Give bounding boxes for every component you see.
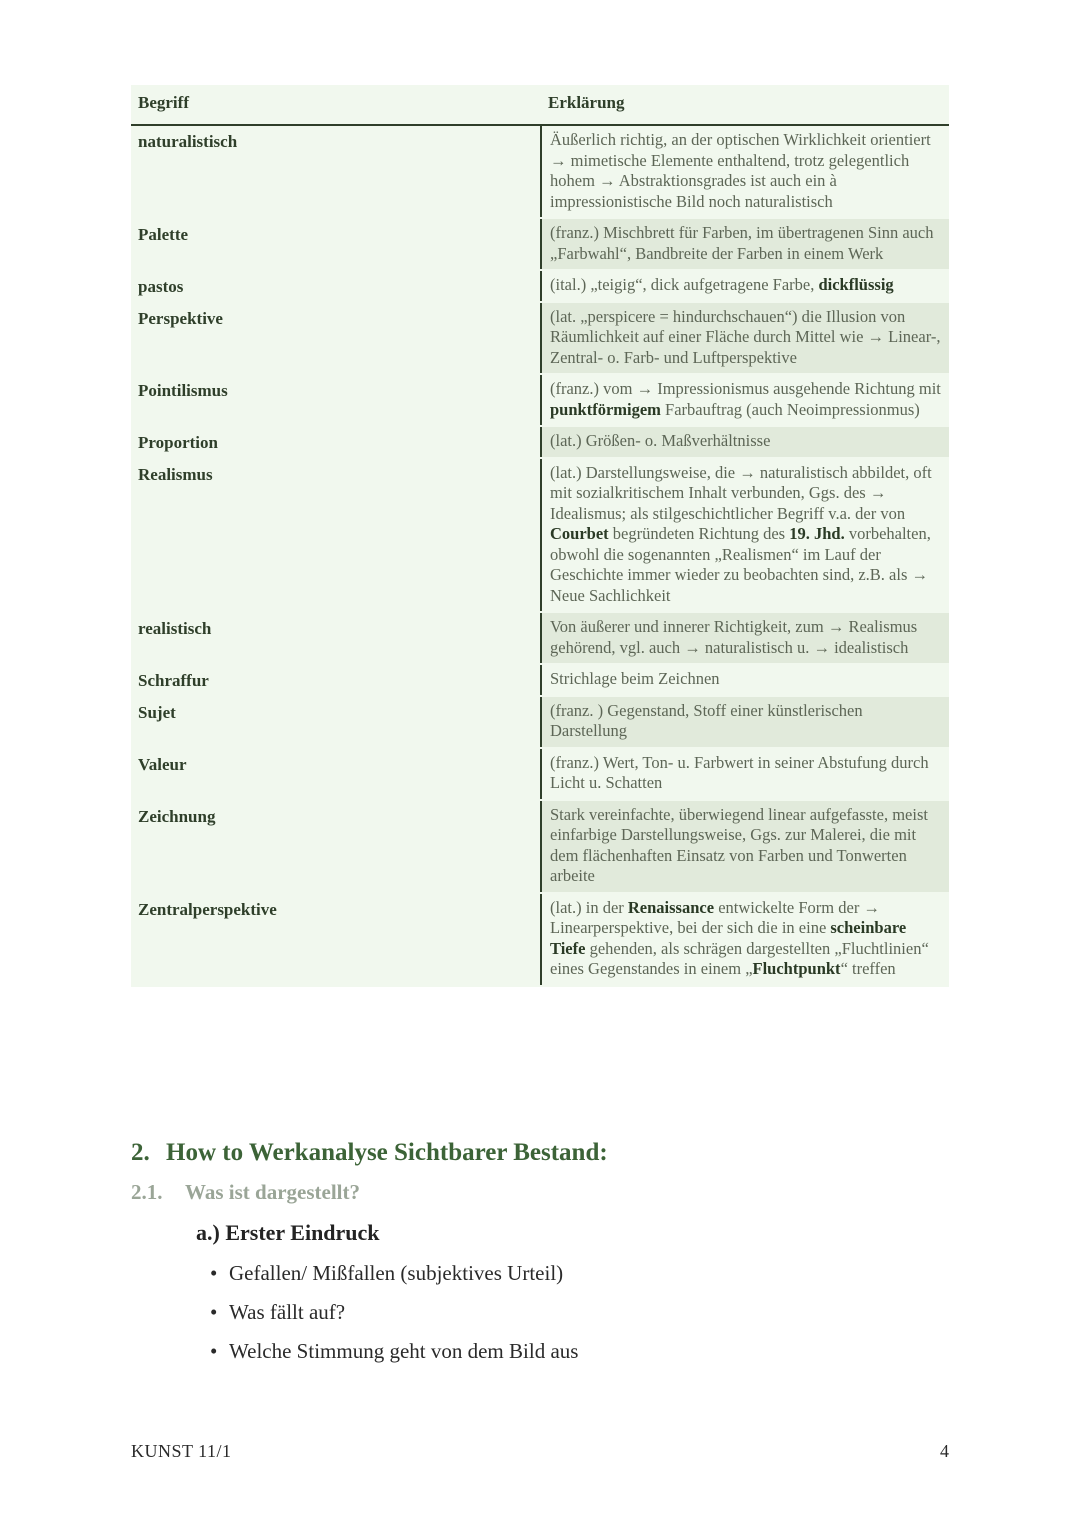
term-cell: Perspektive	[138, 308, 223, 328]
definition-cell	[540, 749, 949, 799]
term-cell: naturalistisch	[138, 132, 238, 151]
term-cell: Proportion	[138, 433, 218, 452]
definition-cell	[540, 219, 949, 269]
definition-text: Äußerlich richtig, an der optischen Wirklichkeit orientiert → mimetische Elemente enthaltend, trotz gelegentlich hohem → Abstraktionsgrades ist auch ein à impressionistische Bild noch naturalistisch	[550, 130, 931, 211]
definition-text: (lat.) in der	[550, 897, 628, 917]
definition-text: (ital.) „teigig“, dick aufgetragene Farbe,	[550, 275, 819, 294]
definition-text: (lat. „perspicere = hindurchschauen“) die Illusion von Räumlichkeit auf einer Fläche durch Mittel wie → Linear-, Zentral- o. Farb- und Luftperspektive	[550, 306, 941, 367]
table-header	[131, 85, 949, 126]
list-item-text: Was fällt auf?	[229, 1300, 346, 1324]
definition-text: (lat.) Größen- o. Maßverhältnisse	[550, 431, 771, 450]
term-cell: Schraffur	[138, 671, 209, 690]
list-item	[210, 1298, 578, 1337]
term-cell: Sujet	[138, 702, 176, 722]
subsection-title: Was ist dargestellt?	[185, 1180, 360, 1204]
glossary-table	[131, 85, 949, 987]
section-number: 2.	[131, 1139, 150, 1166]
table-row	[131, 126, 949, 219]
term-cell: Realismus	[138, 464, 213, 484]
table-row	[131, 219, 949, 271]
table-row	[131, 613, 949, 665]
bullet-icon: •	[210, 1339, 218, 1363]
definition-text: Farbauftrag (auch Neoimpressionmus)	[660, 399, 920, 419]
definition-bold-text: punktförmigem	[550, 399, 661, 419]
bullet-icon: •	[210, 1261, 218, 1285]
table-row	[131, 697, 949, 749]
table-row	[131, 801, 949, 894]
table-body	[131, 126, 949, 987]
definition-text: Stark vereinfachte, überwiegend linear aufgefasste, meist einfarbige Darstellungsweise, Ggs. zur Malerei, die mit dem flächenhaften Einsatz von Farben und Tonwerten arbeite	[550, 804, 928, 885]
table-row	[131, 271, 949, 303]
definition-cell	[540, 894, 949, 985]
definition-text: Von äußerer und innerer Richtigkeit, zum → Realismus gehörend, vgl. auch → naturalistisch u. → idealistisch	[550, 617, 918, 657]
definition-text: (franz.) vom → Impressionismus ausgehende Richtung mit	[550, 379, 941, 398]
definition-cell	[540, 375, 949, 425]
page-number: 4	[940, 1441, 949, 1461]
definition-bold-text: scheinbare Tiefe	[550, 918, 907, 958]
definition-bold-text: dickflüssig	[818, 275, 894, 294]
term-cell: Palette	[138, 225, 189, 244]
section-title: How to Werkanalyse Sichtbarer Bestand:	[166, 1139, 608, 1166]
definition-cell	[540, 427, 949, 457]
definition-cell	[540, 271, 949, 301]
definition-text: “ treffen	[840, 959, 896, 978]
definition-text: entwickelte Form der → Linearperspektive, bei der sich die in eine	[550, 897, 880, 937]
definition-text: gehenden, als schrägen dargestellten „Fluchtlinien“ eines Gegenstandes in einem „	[550, 938, 929, 978]
footer-course: KUNST 11/1	[131, 1441, 232, 1461]
term-cell: Zeichnung	[138, 806, 216, 826]
definition-cell	[540, 697, 949, 747]
definition-bold-text: Renaissance	[627, 897, 715, 917]
list-item	[210, 1337, 578, 1376]
definition-cell	[540, 613, 949, 663]
definition-cell	[540, 459, 949, 612]
definition-text: (franz.) Wert, Ton- u. Farbwert in seiner Abstufung durch Licht u. Schatten	[550, 752, 929, 792]
term-cell: realistisch	[138, 619, 212, 638]
term-cell: Valeur	[138, 754, 187, 774]
definition-text: (lat.) Darstellungsweise, die → naturalistisch abbildet, oft mit sozialkritischem Inhalt verbunden, Ggs. des → Idealismus; als stilgeschichtlicher Begriff v.a. der von	[550, 462, 932, 523]
header-definition: Erklärung	[548, 93, 625, 112]
definition-text: vorbehalten, obwohl die sogenannten „Realismen“ im Lauf der Geschichte immer wieder zu beobachten sind, z.B. als → Neue Sachlichkeit	[550, 524, 931, 605]
table-row	[131, 303, 949, 376]
term-cell: Pointilismus	[138, 381, 228, 400]
table-row	[131, 427, 949, 459]
sub-heading: a.) Erster Eindruck	[196, 1220, 380, 1245]
table-row	[131, 894, 949, 987]
bullet-list	[210, 1259, 578, 1376]
list-item-text: Welche Stimmung geht von dem Bild aus	[229, 1339, 579, 1363]
table-row	[131, 749, 949, 801]
table-row	[131, 665, 949, 697]
section-heading	[131, 1139, 608, 1167]
subsection-heading	[131, 1180, 360, 1205]
list-item	[210, 1259, 578, 1298]
definition-bold-text: Courbet	[550, 524, 609, 543]
definition-cell	[540, 126, 949, 217]
definition-cell	[540, 303, 949, 374]
bullet-icon: •	[210, 1300, 218, 1324]
term-cell: pastos	[138, 277, 184, 296]
table-row	[131, 459, 949, 614]
definition-text: Strichlage beim Zeichnen	[550, 669, 720, 688]
list-item-text: Gefallen/ Mißfallen (subjektives Urteil)	[229, 1261, 564, 1285]
definition-text: (franz. ) Gegenstand, Stoff einer künstlerischen Darstellung	[550, 700, 863, 740]
header-term: Begriff	[138, 93, 189, 112]
definition-text: (franz.) Mischbrett für Farben, im übertragenen Sinn auch „Farbwahl“, Bandbreite der Farben in einem Werk	[550, 223, 934, 263]
definition-text: begründeten Richtung des	[608, 524, 790, 543]
subsection-number: 2.1.	[131, 1180, 163, 1204]
definition-cell	[540, 665, 949, 695]
definition-bold-text: 19. Jhd.	[789, 524, 845, 543]
definition-cell	[540, 801, 949, 892]
term-cell: Zentralperspektive	[138, 899, 277, 919]
table-row	[131, 375, 949, 427]
definition-bold-text: Fluchtpunkt	[752, 959, 841, 978]
